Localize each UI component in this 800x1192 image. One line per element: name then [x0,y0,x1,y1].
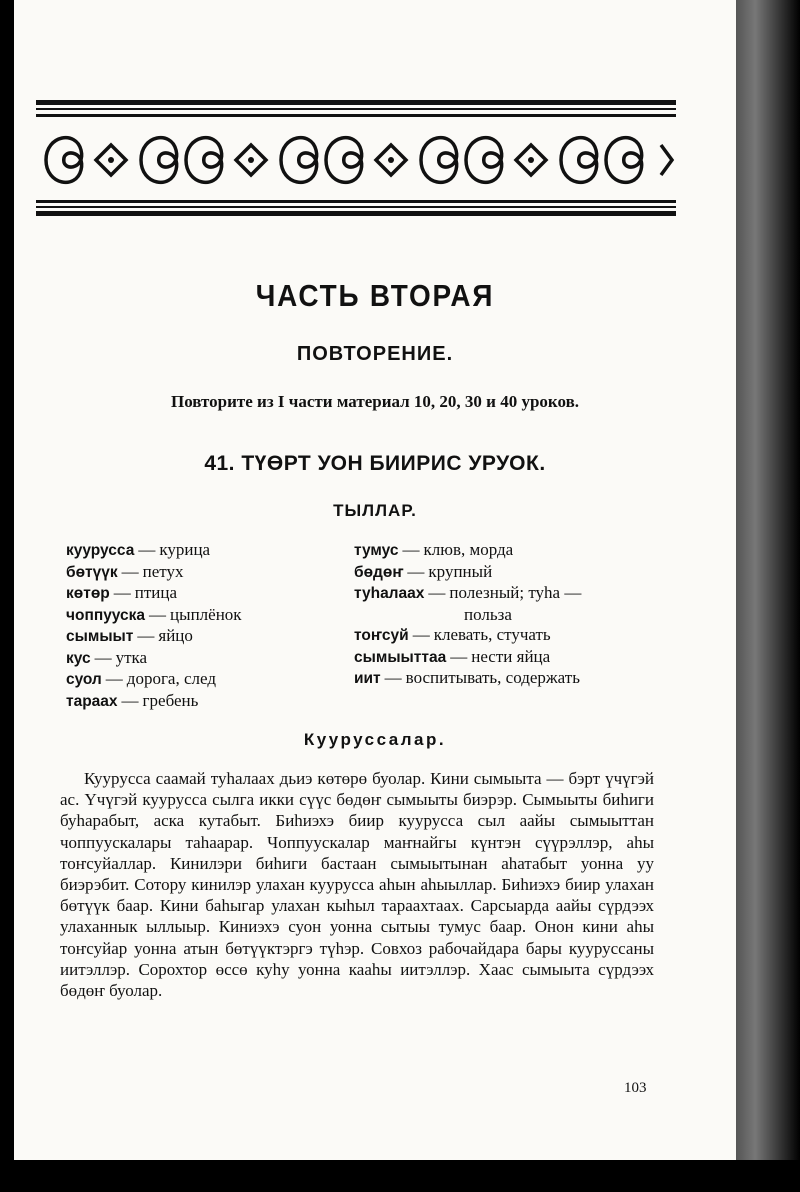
vocabulary-entry [354,647,664,669]
lesson-title: 41. ТҮӨРТ УОН БИИРИС УРУОК. [204,452,546,475]
vocabulary-term: сымыыт [66,628,134,645]
vocabulary-meaning: клюв, морда [423,540,514,559]
vocabulary-meaning: птица [134,583,178,602]
em-dash: — [121,690,139,710]
book-page [14,0,736,1160]
vocabulary-entry [66,583,356,605]
vocabulary-entry [354,562,664,584]
vocabulary-term: чоппууска [66,606,146,624]
vocabulary-meaning-continuation: польза [464,604,512,624]
ornament-rule-bottom-1 [36,200,676,203]
vocabulary-meaning: яйцо [158,626,193,645]
reading-title: Кууруссалар. [303,730,447,749]
instruction-line: Повторите из I части материал 10, 20, 30 и 40 уроков. [170,392,580,411]
vocabulary-entry [354,625,664,647]
vocabulary-heading: ТЫЛЛАР. [333,501,417,520]
em-dash: — [138,540,156,559]
em-dash: — [402,540,420,559]
vocabulary-term: тоҥсуй [354,627,409,644]
em-dash: — [149,604,167,624]
em-dash: — [384,668,402,687]
vocabulary-meaning: гребень [142,690,199,710]
vocabulary-meaning: воспитывать, содержать [405,668,580,687]
vocabulary-entry [66,626,356,648]
vocabulary-entry [66,648,356,670]
vocabulary-term: тараах [66,692,118,710]
page-number: 103 [624,1080,647,1096]
ornament-rule-top-2 [36,108,676,110]
em-dash: — [94,647,112,667]
em-dash: — [407,561,425,581]
vocabulary-meaning: курица [159,540,211,559]
vocabulary-entry [354,668,664,690]
vocabulary-entry [66,562,356,584]
em-dash: — [113,583,131,602]
page-bottom-shadow [0,1160,800,1192]
ornament-rule-top-1 [36,100,676,105]
vocabulary-meaning: крупный [428,561,493,581]
em-dash: — [137,626,155,645]
vocabulary-term: иит [354,670,381,687]
em-dash: — [121,561,139,581]
vocabulary-entry [66,669,356,691]
vocabulary-entry [66,605,356,627]
vocabulary-meaning: нести яйца [471,646,551,666]
page-edge-shadow [736,0,800,1192]
vocabulary-meaning: петух [142,561,184,581]
vocabulary-meaning: дорога, след [126,669,216,688]
vocabulary-entry [354,540,664,562]
ornament-rule-top-3 [36,114,676,117]
em-dash: — [428,583,446,602]
vocabulary-term: бөтүүк [66,563,118,581]
vocabulary-term: суол [66,671,102,688]
vocabulary-meaning: клевать, стучать [433,625,551,644]
em-dash: — [450,646,468,666]
vocabulary-meaning: цыплёнок [170,604,242,624]
vocabulary-term: туһалаах [354,585,425,602]
vocabulary-meaning: полезный; туһа — [449,583,582,602]
vocabulary-term: сымыыттаа [354,648,447,666]
ornament-rule-bottom-3 [36,211,676,216]
vocabulary-entry [66,540,356,562]
vocabulary-right-column [354,540,664,690]
vocabulary-term: бөдөҥ [354,563,404,581]
em-dash: — [412,625,430,644]
ornament-rule-bottom-2 [36,206,676,208]
vocabulary-term: кус [66,649,91,667]
vocabulary-term: көтөр [66,585,110,602]
vocabulary-meaning: утка [115,647,148,667]
vocabulary-term: куурусса [66,542,135,559]
em-dash: — [105,669,123,688]
vocabulary-left-column [66,540,356,712]
part-title: ЧАСТЬ ВТОРАЯ [255,278,495,313]
vocabulary-entry [66,691,356,713]
ornament-band [36,100,676,220]
vocabulary-term: тумус [354,542,399,559]
ornament-dots [108,157,534,163]
vocabulary-entry [354,583,664,625]
reading-text: Куурусса саамай туһалаах дьиэ көтөрө буолар. Кини сымыыта — бэрт үчүгэй ас. Үчүгэй куурусса сылга икки сүүс бөдөҥ сымыыты биэрэр. Сымыыты биһиги буһарабыт, аска кутабыт. Биһиэхэ биир куурусса сыл аайы сымыыттан чоппуускалары таһаарар. Чоппуускалар маҥнайгы күнтэн сүүрэллэр, аһы тоҥсуйаллар. Кинилэри биһиги бастаан сымыытынан аһатабыт уонна уу биэрэбит. Сотору кинилэр улахан куурусса аһын аһыыллар. Биһиэхэ биир улахан бөтүүк баар. Кини баһыгар улахан кыһыл тараахтаах. Сарсыарда аайы сүрдээх улаханнык ыллыыр. Киниэхэ суон уонна сытыы тумус баар. Онон кини аһы тоҥсуйар уонна атын бөтүүктэргэ түһэр. Совхоз рабочайдара бары кууруссаны иитэллэр. Сорохтор өссө куһу уонна кааһы иитэллэр. Хаас сымыыта сүрдээх бөдөҥ буолар. [60,769,654,1001]
section-title: ПОВТОРЕНИЕ. [296,343,454,365]
ornament-pattern [46,138,672,183]
